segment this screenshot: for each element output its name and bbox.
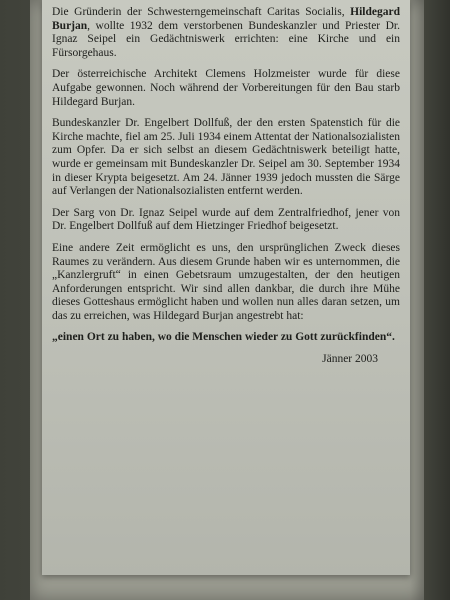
founder-rest-text: , wollte 1932 dem verstorbenen Bundeskanzler und Priester Dr. Ignaz Seipel ein Gedächtniswerk errichten: eine Kirche und ein Fürsorgehaus. — [52, 19, 400, 59]
document-date: Jänner 2003 — [322, 353, 378, 366]
founder-name: Hildegard Burjan — [52, 6, 400, 32]
document-text — [52, 6, 400, 375]
edge-shadow — [410, 0, 450, 600]
paragraph-coffins: Der Sarg von Dr. Ignaz Seipel wurde auf dem Zentralfriedhof, jener von Dr. Engelbert Dollfuß auf dem Hietzinger Friedhof beigesetzt. — [52, 206, 400, 233]
closing-quote: „einen Ort zu haben, wo die Menschen wieder zu Gott zurückfinden“. — [52, 331, 395, 344]
paragraph-architect: Der österreichische Architekt Clemens Holzmeister wurde für diese Aufgabe gewonnen. Noch während der Vorbereitungen für den Bau starb Hildegard Burjan. — [52, 68, 400, 108]
paragraph-dollfuss: Bundeskanzler Dr. Engelbert Dollfuß, der den ersten Spatenstich für die Kirche machte, fiel am 25. Juli 1934 einem Attentat der Nationalsozialisten zum Opfer. Da er sich selbst an diesem Gedächtniswerk beteiligt hatte, wurde er gemeinsam mit Bundeskanzler Dr. Seipel am 30. September 1934 in dieser Krypta beigesetzt. Am 24. Jänner 1939 jedoch mussten die Särge auf Verlangen der Nationalsozialisten entfernt werden. — [52, 117, 400, 198]
paragraph-founder — [52, 6, 400, 60]
founder-intro-text: Die Gründerin der Schwesterngemeinschaft Caritas Socialis, — [52, 6, 345, 18]
paragraph-renovation: Eine andere Zeit ermöglicht es uns, den ursprünglichen Zweck dieses Raumes zu verändern. Aus diesem Grunde haben wir es unternommen, die „Kanzlergruft“ in einen Gebetsraum umzugestalten, der den heutigen Anforderungen entspricht. Wir sind allen dankbar, die durch ihre Mühe dieses Gotteshaus ermöglicht haben und wollen nun alles daran setzen, um das zu erreichen, was Hildegard Burjan angestrebt hat: — [52, 241, 400, 322]
